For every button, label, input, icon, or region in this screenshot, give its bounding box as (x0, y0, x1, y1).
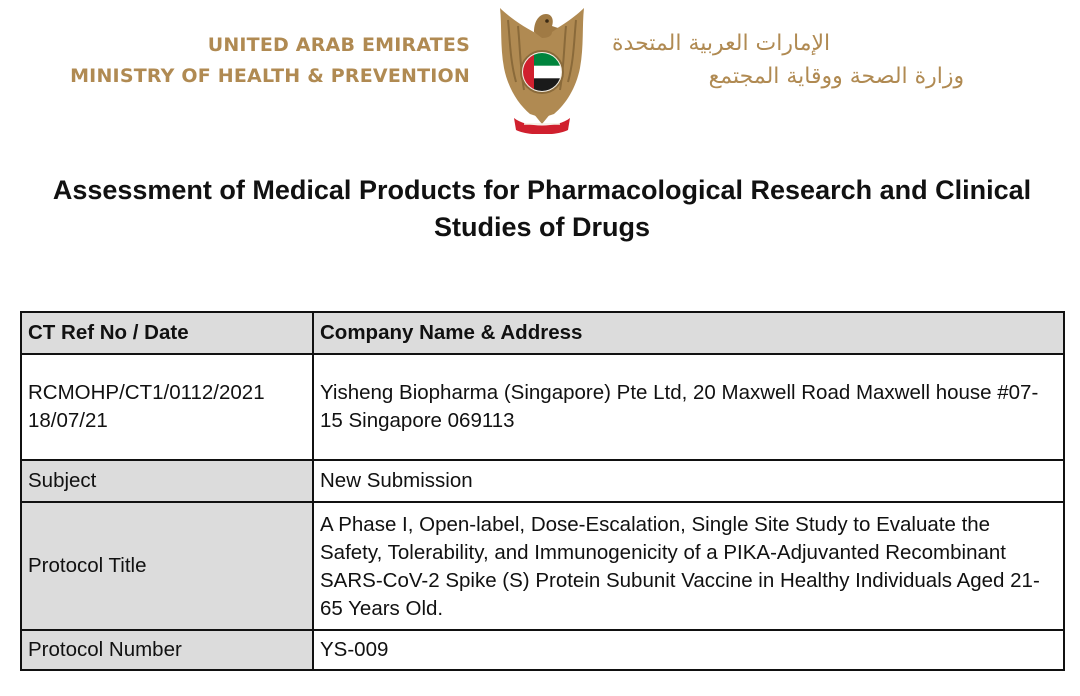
company-address: Yisheng Biopharma (Singapore) Pte Ltd, 20 Maxwell Road Maxwell house #07-15 Singapore 069113 (313, 354, 1064, 460)
header-ct-ref: CT Ref No / Date (21, 312, 313, 354)
document-title: Assessment of Medical Products for Pharmacological Research and Clinical Studies of Drugs (52, 175, 1032, 242)
protocol-title-value: A Phase I, Open-label, Dose-Escalation, Single Site Study to Evaluate the Safety, Tolerability, and Immunogenicity of a PIKA-Adjuvanted Recombinant SARS-CoV-2 Spike (S) Protein Subunit Vaccine in Healthy Individuals Aged 21-65 Years Old. (313, 502, 1064, 630)
country-name-arabic: الإمارات العربية المتحدة (612, 31, 831, 56)
table-row (21, 460, 1064, 502)
protocol-number-label: Protocol Number (21, 630, 313, 670)
uae-falcon-emblem-icon (494, 6, 590, 134)
protocol-number-value: YS-009 (313, 630, 1064, 670)
table-row (21, 354, 1064, 460)
protocol-info-table (20, 311, 1065, 671)
protocol-title-label: Protocol Title (21, 502, 313, 630)
country-name-english: UNITED ARAB EMIRATES (207, 34, 470, 56)
subject-label: Subject (21, 460, 313, 502)
ministry-name-arabic: وزارة الصحة ووقاية المجتمع (708, 64, 965, 89)
ct-ref-number: RCMOHP/CT1/0112/2021 (28, 381, 265, 404)
header-arabic (612, 28, 964, 94)
ct-ref-cell (21, 354, 313, 460)
table-row (21, 630, 1064, 670)
table-header-row (21, 312, 1064, 354)
ministry-name-english: MINISTRY OF HEALTH & PREVENTION (70, 65, 470, 87)
subject-value: New Submission (313, 460, 1064, 502)
header-english (70, 30, 470, 92)
ct-ref-date: 18/07/21 (28, 409, 108, 432)
table-row (21, 502, 1064, 630)
header-company: Company Name & Address (313, 312, 1064, 354)
